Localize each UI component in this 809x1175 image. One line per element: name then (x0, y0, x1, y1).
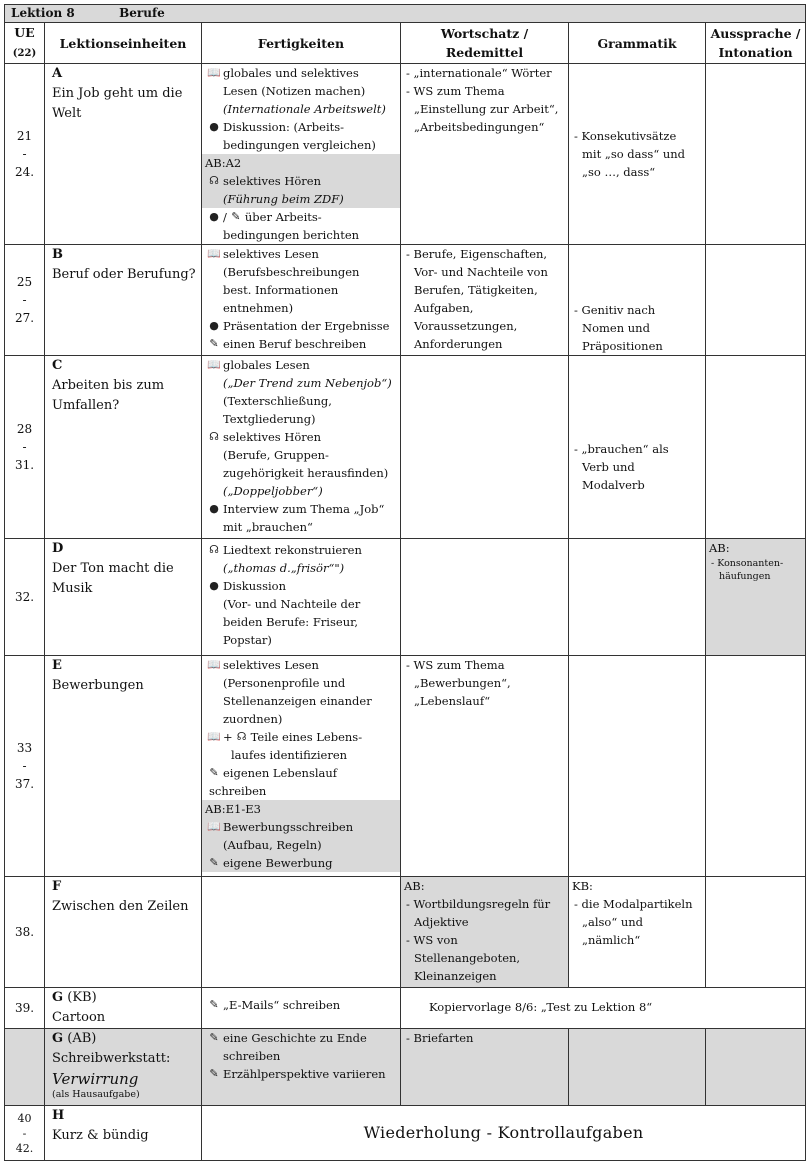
pencil-icon: ✎ (209, 337, 219, 350)
book-icon: 📖 (207, 66, 221, 79)
unit-title: Zwischen den Zeilen (52, 899, 189, 914)
aussprache-cell (706, 64, 806, 245)
row-b (5, 245, 806, 356)
book-icon: 📖 (207, 658, 221, 671)
lektionseinheit-cell (45, 877, 202, 988)
pencil-icon: ✎ (209, 766, 219, 779)
ab-label: AB: (709, 541, 730, 555)
fertigkeiten-cell: 📖 globales und selektives Lesen (Notizen machen) (Internationale Arbeitswelt) ● Diskussion: (Arbeits- bedingungen vergleichen) AB:A2 ☊ selektives Hören (Führung beim ZDF) ● / ✎ über Arbeits- bedingungen berichten (202, 64, 401, 245)
ab-block: AB:E1-E3 📖 Bewerbungsschreiben (Aufbau, Regeln) ✎ eigene Bewerbung (202, 800, 400, 872)
wortschatz-cell (401, 539, 569, 656)
ue-cell: 25 - 27. (5, 245, 45, 356)
lesson-title (5, 5, 806, 23)
speaking-head-icon: ● (209, 579, 219, 592)
row-d (5, 539, 806, 656)
row-g-ab (5, 1029, 806, 1106)
unit-title: Arbeiten bis zum (52, 378, 165, 393)
lektionseinheit-cell: G (KB) Cartoon (45, 988, 202, 1029)
lesson-topic: Berufe (119, 6, 165, 20)
lektionseinheit-cell (45, 356, 202, 539)
headphones-icon: ☊ (209, 543, 219, 556)
row-g-kb (5, 988, 806, 1029)
unit-letter: A (52, 66, 63, 81)
fertigkeiten-cell: ✎ „E-Mails“ schreiben (202, 988, 401, 1029)
unit-letter: E (52, 658, 62, 673)
header-wortschatz: Wortschatz / Redemittel (401, 23, 569, 64)
grammatik-cell (569, 539, 706, 656)
aussprache-cell (706, 656, 806, 877)
kb-label: KB: (572, 879, 593, 893)
grammatik-cell: - Konsekutivsätze mit „so dass“ und „so …, dass“ (569, 64, 706, 245)
grammatik-cell (569, 656, 706, 877)
unit-title: Welt (52, 106, 82, 121)
fertigkeiten-cell: ✎ eine Geschichte zu Ende schreiben ✎ Erzählperspektive variieren (202, 1029, 401, 1106)
headphones-icon: ☊ (236, 730, 247, 743)
speaking-head-icon: ● (209, 210, 219, 223)
unit-title: Bewerbungen (52, 678, 144, 693)
book-icon: 📖 (207, 820, 221, 833)
wiederholung-cell: Wiederholung - Kontrollaufgaben (202, 1106, 806, 1161)
pencil-icon: ✎ (209, 1031, 219, 1044)
unit-title: Umfallen? (52, 398, 120, 413)
row-c (5, 356, 806, 539)
ab-label: AB:A2 (205, 156, 242, 170)
unit-letter: G (52, 990, 64, 1005)
lektionseinheit-cell: G (AB) Schreibwerkstatt: Verwirrung (als Hausaufgabe) (45, 1029, 202, 1106)
ue-cell: 33 - 37. (5, 656, 45, 877)
header-row (5, 23, 806, 64)
fertigkeiten-cell (202, 877, 401, 988)
ab-block: AB:A2 ☊ selektives Hören (Führung beim ZDF) (202, 154, 400, 208)
aussprache-cell (706, 1029, 806, 1106)
wortschatz-cell: - „internationale“ Wörter - WS zum Thema „Einstellung zur Arbeit“, „Arbeitsbedingungen“ (401, 64, 569, 245)
fertigkeiten-cell: 📖 selektives Lesen (Berufsbeschreibungen best. Informationen entnehmen) ● Präsentation der Ergebnisse ✎ einen Beruf beschreiben (202, 245, 401, 356)
speaking-head-icon: ● (209, 319, 219, 332)
row-e (5, 656, 806, 877)
aussprache-cell (706, 356, 806, 539)
pencil-icon: ✎ (231, 210, 241, 223)
header-fertigkeiten: Fertigkeiten (202, 23, 401, 64)
lektionseinheit-cell (45, 1106, 202, 1161)
headphones-icon: ☊ (209, 430, 219, 443)
aussprache-cell (706, 877, 806, 988)
book-icon: 📖 (207, 730, 221, 743)
unit-title: Der Ton macht die (52, 561, 174, 576)
kopiervorlage-cell: Kopiervorlage 8/6: „Test zu Lektion 8“ (401, 988, 806, 1029)
ue-cell: 21 - 24. (5, 64, 45, 245)
ue-cell: 32. (5, 539, 45, 656)
header-grammatik: Grammatik (569, 23, 706, 64)
lesson-plan-table (4, 4, 806, 1161)
pencil-icon: ✎ (209, 998, 219, 1011)
unit-letter: G (52, 1031, 64, 1046)
unit-letter: D (52, 541, 64, 556)
lektionseinheit-cell (45, 539, 202, 656)
lektionseinheit-cell (45, 656, 202, 877)
ue-cell: 38. (5, 877, 45, 988)
book-icon: 📖 (207, 247, 221, 260)
unit-note: (als Hausaufgabe) (52, 1089, 140, 1100)
aussprache-cell (706, 245, 806, 356)
header-lektionseinheiten: Lektionseinheiten (45, 23, 202, 64)
lesson-number: Lektion 8 (11, 6, 75, 20)
pencil-icon: ✎ (209, 1067, 219, 1080)
speaking-head-icon: ● (209, 120, 219, 133)
speaking-head-icon: ● (209, 502, 219, 515)
unit-title: Musik (52, 581, 93, 596)
ab-label: AB:E1-E3 (205, 802, 261, 816)
unit-letter: H (52, 1108, 65, 1123)
fertigkeiten-cell: ☊ Liedtext rekonstruieren („thomas d.„frisör“") ● Diskussion (Vor- und Nachteile der beiden Berufe: Friseur, Popstar) (202, 539, 401, 656)
wortschatz-cell: - Briefarten (401, 1029, 569, 1106)
ue-cell: 40 - 42. (5, 1106, 45, 1161)
book-icon: 📖 (207, 358, 221, 371)
row-a (5, 64, 806, 245)
fertigkeiten-cell: 📖 globales Lesen („Der Trend zum Nebenjob“) (Texterschließung, Textgliederung) ☊ selektives Hören (Berufe, Gruppen- zugehörigkeit herausfinden) („Doppeljobber“) ● Interview zum Thema „Job“ mit „brauchen“ (202, 356, 401, 539)
header-aussprache: Aussprache / Intonation (706, 23, 806, 64)
pencil-icon: ✎ (209, 856, 219, 869)
aussprache-cell: AB: - Konsonanten- häufungen (706, 539, 806, 656)
lesson-title-bar (5, 5, 806, 23)
row-f (5, 877, 806, 988)
row-h (5, 1106, 806, 1161)
lektionseinheit-cell (45, 245, 202, 356)
unit-subtitle: Verwirrung (52, 1070, 139, 1088)
ue-cell (5, 1029, 45, 1106)
grammatik-cell (569, 1029, 706, 1106)
grammatik-cell: - Genitiv nach Nomen und Präpositionen (569, 245, 706, 356)
headphones-icon: ☊ (209, 174, 219, 187)
unit-title: Kurz & bündig (52, 1128, 149, 1143)
wortschatz-cell: AB: - Wortbildungsregeln für Adjektive - WS von Stellenangeboten, Kleinanzeigen (401, 877, 569, 988)
unit-title: Schreibwerkstatt: (52, 1051, 171, 1066)
wortschatz-cell: - WS zum Thema „Bewerbungen“, „Lebenslauf“ (401, 656, 569, 877)
grammatik-cell: - „brauchen“ als Verb und Modalverb (569, 356, 706, 539)
unit-title: Cartoon (52, 1010, 106, 1025)
grammatik-cell: KB: - die Modalpartikeln „also“ und „nämlich“ (569, 877, 706, 988)
ue-cell: 28 - 31. (5, 356, 45, 539)
fertigkeiten-cell: 📖 selektives Lesen (Personenprofile und Stellenanzeigen einander zuordnen) 📖 + ☊ Teile eines Lebens- laufes identifizieren ✎ eigenen Lebenslauf schreiben AB:E1-E3 📖 Bewerbungsschreiben (Aufbau, Regeln) ✎ eigene Bewerbung (202, 656, 401, 877)
unit-title: Ein Job geht um die (52, 86, 183, 101)
header-ue: UE (22) (5, 23, 45, 64)
wortschatz-cell: - Berufe, Eigenschaften, Vor- und Nachteile von Berufen, Tätigkeiten, Aufgaben, Voraussetzungen, Anforderungen (401, 245, 569, 356)
unit-letter: C (52, 358, 63, 373)
unit-letter: B (52, 247, 63, 262)
ab-label: AB: (404, 879, 425, 893)
unit-letter: F (52, 879, 62, 894)
lektionseinheit-cell (45, 64, 202, 245)
ue-cell: 39. (5, 988, 45, 1029)
unit-title: Beruf oder Berufung? (52, 267, 196, 282)
wortschatz-cell (401, 356, 569, 539)
